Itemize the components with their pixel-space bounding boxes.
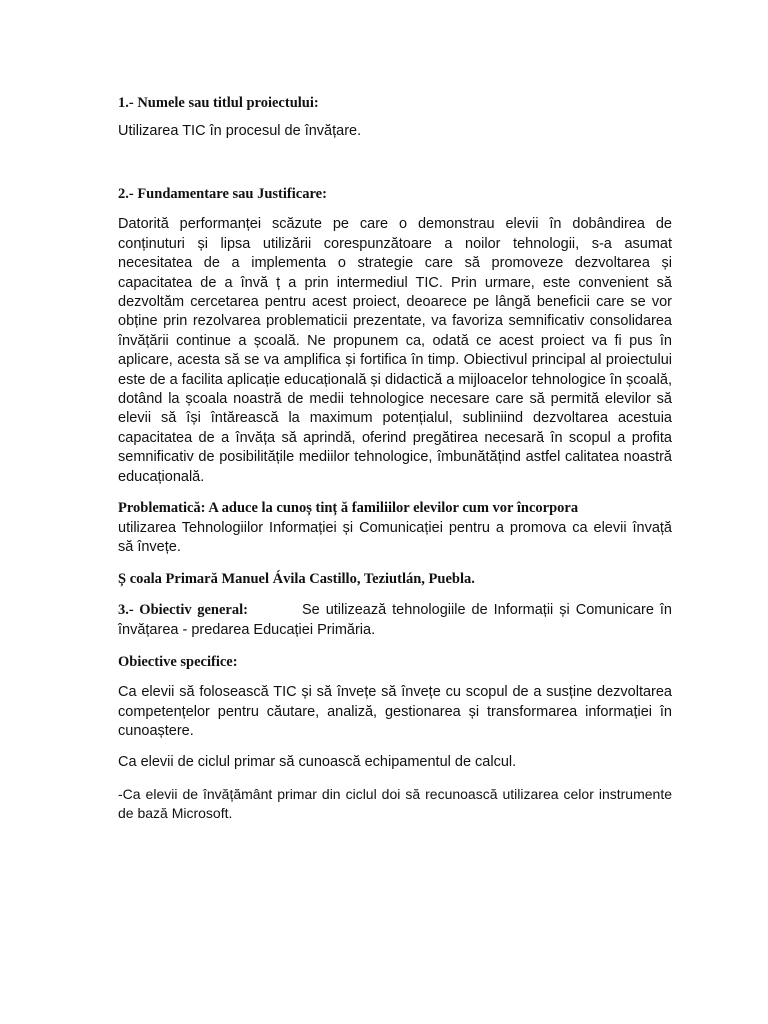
specific-objectives-heading: Obiective specifice: (118, 654, 238, 671)
general-objective-text: Se utilizează tehnologiile de Informații și Comunicare în învățarea - predarea Educației Primăria. (118, 602, 672, 638)
problematica-text: utilizarea Tehnologiilor Informației și Comunicației pentru a promova ca elevii învață să învețe. (118, 519, 672, 555)
school-name: Ș coala Primară Manuel Ávila Castillo, Teziutlán, Puebla. (118, 571, 475, 588)
justification-paragraph: Datorită performanței scăzute pe care o demonstrau elevii în dobândirea de conținuturi și lipsa utilizării corespunzătoare a noilor tehnologii, s-a asumat necesitatea de a implementa o strategie care să promoveze dezvoltarea și capacitatea de a învă ț a prin intermediul TIC. Prin urmare, este convenient să dezvoltăm cercetarea pentru acest proiect, deoarece pe lângă beneficii care se vor obține prin rezolvarea problematicii prezentate, va favoriza semnificativ consolidarea învățării continue a școală. Ne propunem ca, odată ce acest proiect va fi pus în aplicare, acesta să se va amplifica și fortifica în timp. Obiectivul principal al proiectului este de a facilita aplicație educațională și didactică a mijloacelor tehnologice în școală, dotând la școala noastră de medii tehnologice necesare care să permită elevilor să elevii să își întărească la maximum potențialul, subliniind dezvoltarea acestuia capacitatea de a învăța să aprindă, oferind pregătirea necesară în scopul a profita semnificativ de posibilitățile mediilor tehnologice, îmbunătățind astfel calitatea noastră educațională. (118, 216, 672, 485)
specific-objective-item: Ca elevii să folosească TIC și să învețe să învețe cu scopul de a susține dezvoltarea competențelor pentru căutare, analiză, gestionarea și transformarea informației în cunoaștere. (118, 684, 672, 739)
general-objective-paragraph (118, 601, 672, 640)
specific-objective-item: Ca elevii de ciclul primar să cunoască echipamentul de calcul. (118, 754, 517, 771)
specific-objective-item: -Ca elevii de învățământ primar din ciclul doi să recunoască utilizarea celor instrumente de bază Microsoft. (118, 785, 672, 822)
general-objective-label: 3.- Obiectiv general: (118, 602, 248, 619)
document-content (118, 94, 672, 824)
section-2-heading: 2.- Fundamentare sau Justificare: (118, 186, 327, 203)
problematica-label: Problematică: A aduce la cunoș tinț ă familiilor elevilor cum vor încorpora (118, 500, 579, 517)
project-title: Utilizarea TIC în procesul de învățare. (118, 123, 362, 139)
problematica-paragraph (118, 499, 672, 557)
section-1-heading: 1.- Numele sau titlul proiectului: (118, 95, 319, 111)
